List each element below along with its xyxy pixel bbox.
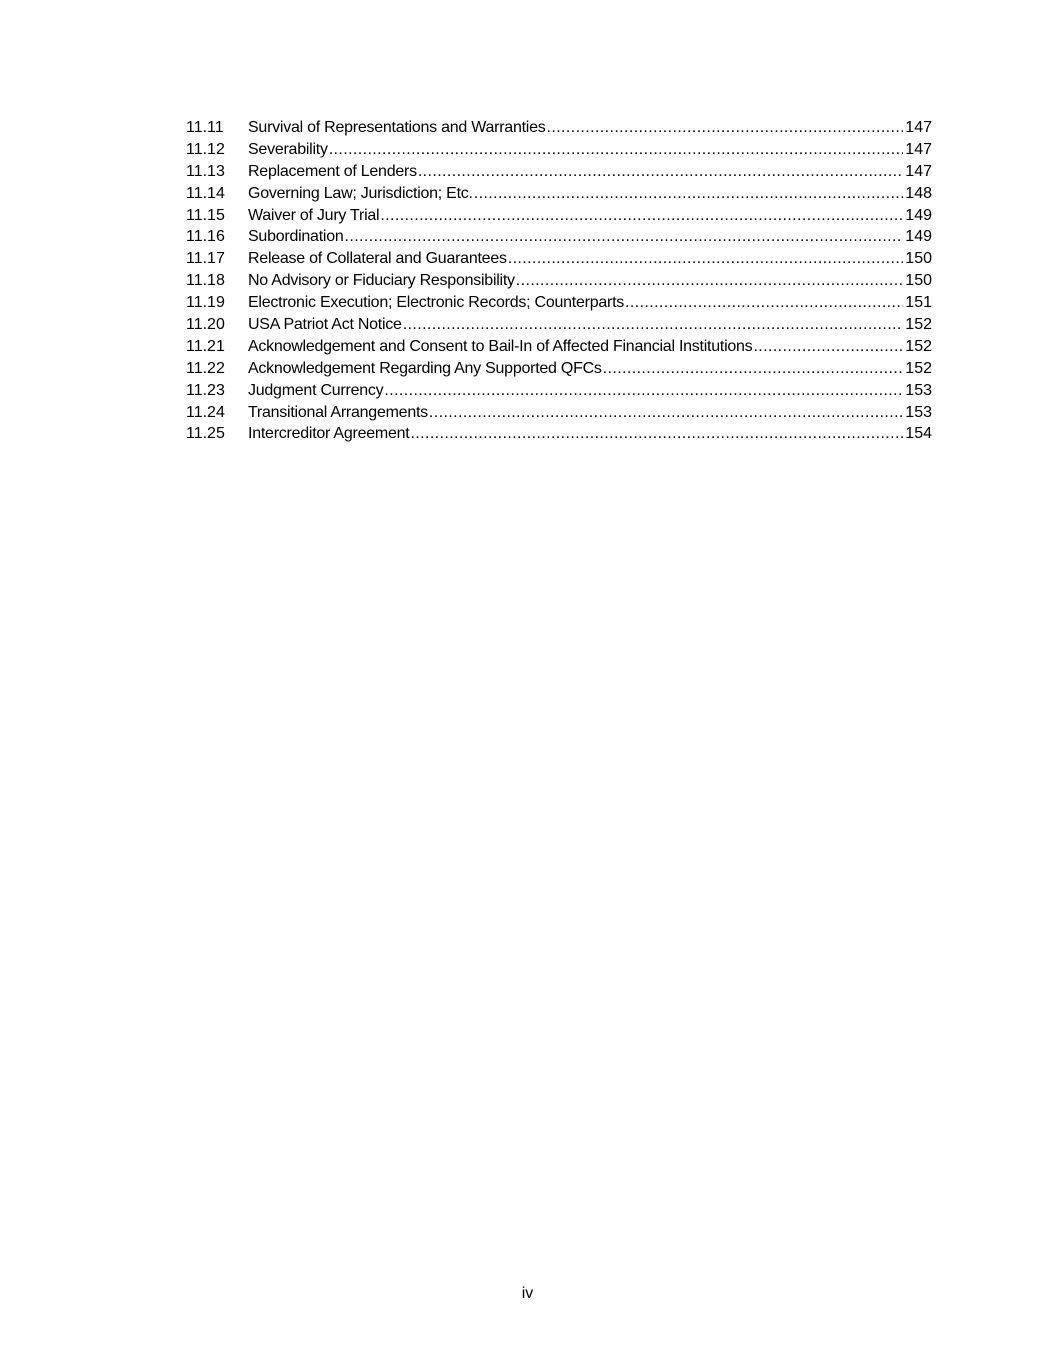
toc-entry-page: 148 <box>905 184 932 202</box>
toc-entry[interactable] <box>186 161 932 183</box>
toc-entry-title: Acknowledgement Regarding Any Supported QFCs <box>248 359 602 377</box>
table-of-contents <box>186 117 932 445</box>
toc-entry[interactable] <box>186 270 932 292</box>
toc-entry[interactable] <box>186 139 932 161</box>
toc-entry[interactable] <box>186 292 932 314</box>
toc-entry-title: Judgment Currency <box>248 381 384 399</box>
toc-entry-page: 152 <box>905 337 932 355</box>
toc-entry-title: No Advisory or Fiduciary Responsibility <box>248 272 515 290</box>
toc-entry-title: Transitional Arrangements <box>248 403 428 421</box>
toc-entry[interactable] <box>186 117 932 139</box>
toc-entry-number: 11.23 <box>186 381 225 399</box>
toc-dot-leader <box>418 161 903 183</box>
toc-entry-title: USA Patriot Act Notice <box>248 316 402 334</box>
toc-entry[interactable] <box>186 380 932 402</box>
toc-entry-number: 11.20 <box>186 316 225 334</box>
toc-entry-page: 152 <box>905 359 932 377</box>
toc-entry-title: Waiver of Jury Trial <box>248 206 380 224</box>
toc-entry-page: 150 <box>905 250 932 268</box>
page-number: iv <box>521 1285 534 1302</box>
toc-entry-page: 147 <box>905 140 932 158</box>
toc-entry-page: 149 <box>905 206 932 224</box>
toc-dot-leader <box>474 183 904 205</box>
toc-entry-page: 154 <box>905 425 932 443</box>
toc-entry-title: Governing Law; Jurisdiction; Etc. <box>248 184 473 202</box>
toc-entry[interactable] <box>186 226 932 248</box>
toc-entry[interactable] <box>186 336 932 358</box>
toc-entry-page: 153 <box>905 381 932 399</box>
toc-dot-leader <box>516 270 904 292</box>
toc-dot-leader <box>508 248 904 270</box>
toc-entry[interactable] <box>186 423 932 445</box>
toc-entry-number: 11.13 <box>186 162 225 180</box>
toc-entry-number: 11.16 <box>186 228 225 246</box>
toc-entry[interactable] <box>186 248 932 270</box>
toc-entry[interactable] <box>186 358 932 380</box>
toc-entry-number: 11.24 <box>186 403 225 421</box>
toc-entry-page: 149 <box>905 228 932 246</box>
toc-dot-leader <box>625 292 903 314</box>
toc-entry-number: 11.22 <box>186 359 225 377</box>
toc-entry-title: Release of Collateral and Guarantees <box>248 250 507 268</box>
toc-entry[interactable] <box>186 183 932 205</box>
toc-entry-page: 153 <box>905 403 932 421</box>
toc-dot-leader <box>603 358 904 380</box>
toc-dot-leader <box>345 226 904 248</box>
toc-entry-title: Subordination <box>248 228 344 246</box>
toc-entry-title: Electronic Execution; Electronic Records; Counterparts <box>248 294 625 312</box>
toc-dot-leader <box>403 314 904 336</box>
toc-entry[interactable] <box>186 402 932 424</box>
toc-dot-leader <box>547 117 904 139</box>
toc-dot-leader <box>410 423 903 445</box>
toc-entry-number: 11.15 <box>186 206 225 224</box>
toc-dot-leader <box>753 336 903 358</box>
toc-entry-number: 11.17 <box>186 250 225 268</box>
toc-entry-number: 11.21 <box>186 337 225 355</box>
toc-dot-leader <box>384 380 903 402</box>
toc-entry-number: 11.18 <box>186 272 225 290</box>
toc-entry-number: 11.19 <box>186 294 225 312</box>
toc-entry-title: Intercreditor Agreement <box>248 425 410 443</box>
toc-entry-number: 11.12 <box>186 140 225 158</box>
toc-entry-number: 11.14 <box>186 184 225 202</box>
toc-dot-leader <box>380 205 903 227</box>
toc-entry-title: Acknowledgement and Consent to Bail-In of Affected Financial Institutions <box>248 337 753 355</box>
toc-entry-number: 11.25 <box>186 425 225 443</box>
toc-entry-page: 151 <box>905 294 932 312</box>
toc-entry-title: Replacement of Lenders <box>248 162 417 180</box>
toc-dot-leader <box>329 139 904 161</box>
toc-dot-leader <box>429 402 903 424</box>
toc-entry-page: 147 <box>905 119 932 136</box>
toc-entry-page: 152 <box>905 316 932 334</box>
toc-entry-page: 147 <box>905 162 932 180</box>
toc-entry[interactable] <box>186 205 932 227</box>
toc-entry-title: Severability <box>248 140 328 158</box>
toc-entry-number: 11.11 <box>186 119 224 136</box>
toc-entry-title: Survival of Representations and Warranties <box>248 119 546 136</box>
toc-entry[interactable] <box>186 314 932 336</box>
toc-entry-page: 150 <box>905 272 932 290</box>
